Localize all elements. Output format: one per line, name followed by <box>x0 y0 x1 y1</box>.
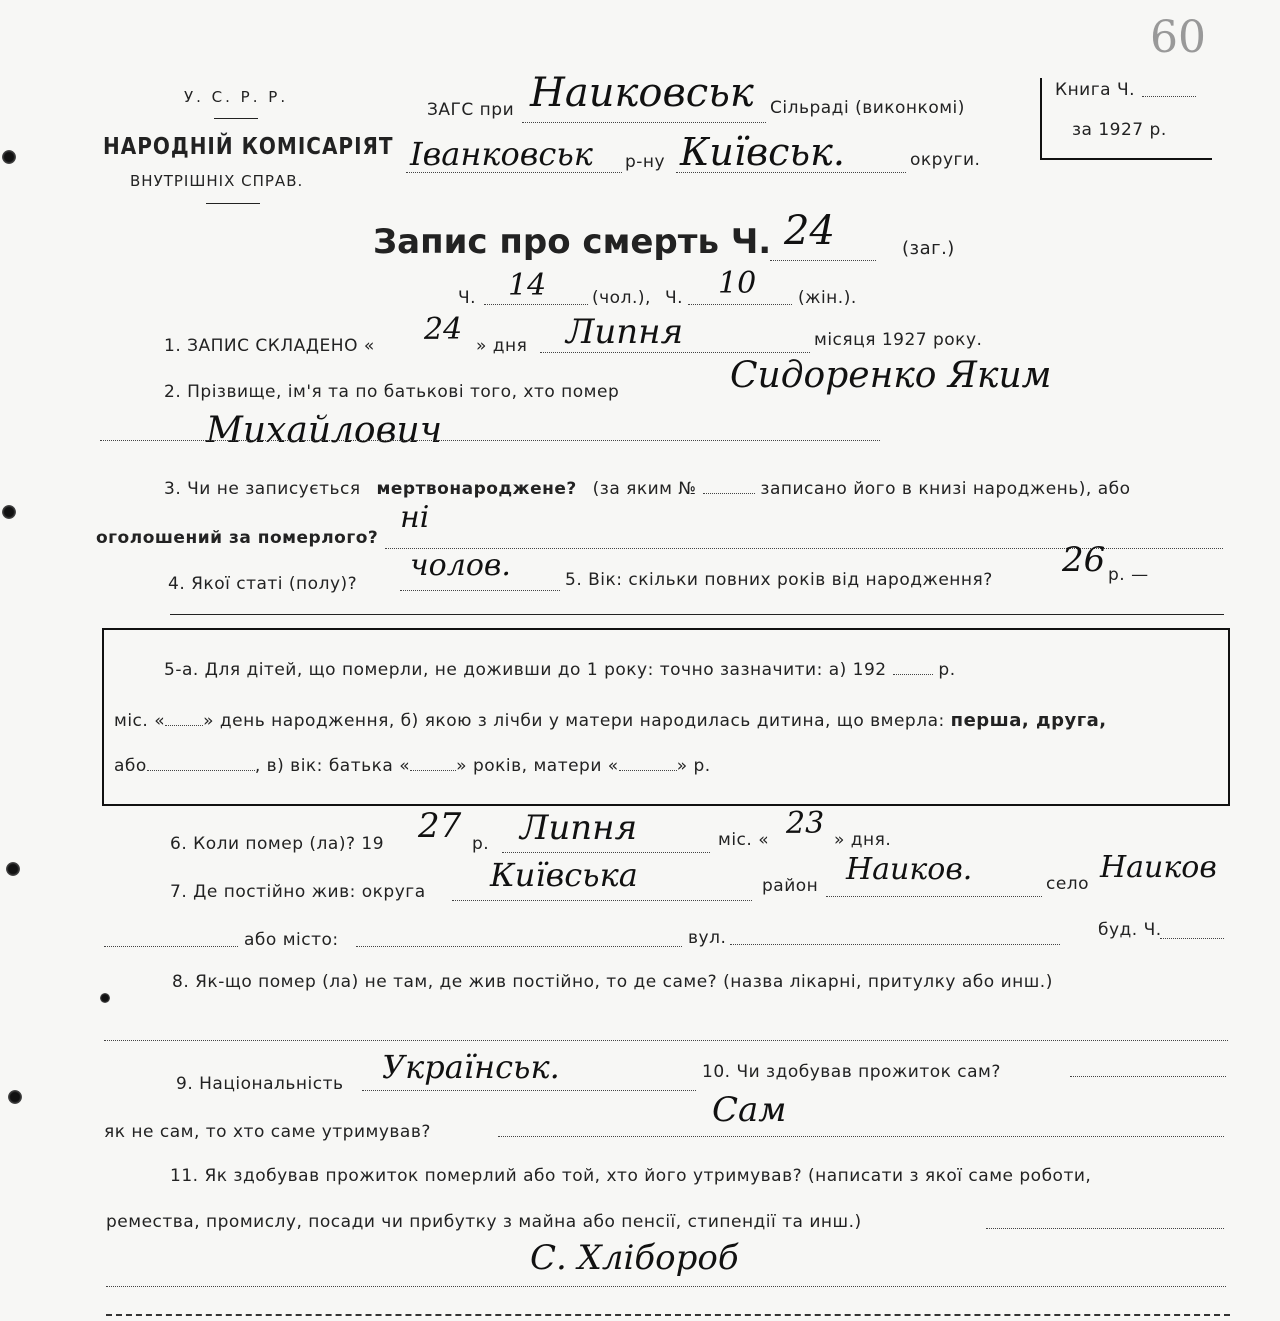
f10-label: 10. Чи здобував прожиток сам? <box>702 1062 1001 1082</box>
f10b-label: як не сам, то хто саме утримував? <box>104 1122 431 1142</box>
record-number: 24 <box>784 208 835 254</box>
f6-day: 23 <box>786 806 825 841</box>
punch-hole <box>8 1090 22 1104</box>
district-name: Іванковськ <box>410 135 593 173</box>
f7-selo: Наиков <box>1100 850 1217 885</box>
f1-label: 1. ЗАПИС СКЛАДЕНО « <box>164 336 375 356</box>
f7-raion: Наиков. <box>846 852 973 887</box>
zags-suffix: Сільраді (виконкомі) <box>770 98 965 118</box>
f5a-r: р. <box>938 660 956 680</box>
f7-raion-line <box>826 896 1042 897</box>
f9-line <box>362 1090 696 1091</box>
female-label: (жін.). <box>798 288 857 308</box>
female-count: 10 <box>718 266 757 301</box>
f3-answer: ні <box>400 500 430 535</box>
f5a-text1: 5-а. Для дітей, що померли, не доживши до 1 року: точно зазначити: а) 192 <box>164 660 887 680</box>
zags-line <box>522 122 766 123</box>
zags-prefix: ЗАГС при <box>427 100 515 120</box>
punch-hole <box>2 505 16 519</box>
top-rule <box>170 614 1224 615</box>
f2-label: 2. Прізвище, ім'я та по батькові того, хто помер <box>164 382 620 402</box>
f7-okruha-line <box>452 900 752 901</box>
f11-line2: ремества, промислу, посади чи прибутку з майна або пенсії, стипендії та инш.) <box>106 1212 862 1232</box>
f7-bud: буд. Ч. <box>1098 920 1162 940</box>
male-line <box>484 304 588 305</box>
f5a-text2: » день народження, б) якою з лічби у матери народилась дитина, що вмерла: <box>203 711 945 731</box>
book-label: Книга Ч. <box>1055 80 1136 100</box>
f4-label: 4. Якої статі (полу)? <box>168 574 358 594</box>
f7-raion-label: район <box>762 876 819 896</box>
f11-answer-line <box>106 1286 1226 1287</box>
f3-bold2: оголошений за померлого? <box>96 528 379 548</box>
f7-selo-label: село <box>1046 874 1090 894</box>
f1-month: Липня <box>566 312 684 352</box>
f7-bud-line <box>1160 938 1224 939</box>
f3-no-line <box>703 493 755 494</box>
f3-text: 3. Чи не записується <box>164 479 361 499</box>
f10-answer: Сам <box>712 1090 787 1130</box>
divider <box>214 118 258 119</box>
f2-patronymic: Михайлович <box>206 410 443 451</box>
f5a-abo-line <box>147 770 255 771</box>
ministry-subheading: ВНУТРІШНІХ СПРАВ. <box>130 172 304 190</box>
okruha-line <box>676 172 906 173</box>
f5a-year-line <box>893 674 933 675</box>
male-count: 14 <box>508 268 547 303</box>
male-ch: Ч. <box>458 288 477 308</box>
f4-age-unit: р. — <box>1108 565 1149 585</box>
f9-value: Українськ. <box>382 1048 560 1086</box>
punch-hole <box>2 150 16 164</box>
f11-answer: С. Хлібороб <box>530 1238 739 1278</box>
f10-line <box>1070 1076 1226 1077</box>
f1-month-line <box>540 352 810 353</box>
f2-name: Сидоренко Яким <box>730 355 1052 396</box>
book-box-bottom <box>1040 158 1212 160</box>
f3-text3: записано його в книзі народжень), або <box>760 479 1131 499</box>
f1-day: 24 <box>424 312 463 347</box>
f7-okruha: Київська <box>490 856 638 894</box>
f5a-mother: » років, матери « <box>456 756 619 776</box>
okruha-label: округи. <box>910 150 981 170</box>
f4-age: 26 <box>1062 540 1106 580</box>
f11-line1: 11. Як здобував прожиток померлий або той, хто його утримував? (написати з якої саме роботи, <box>170 1166 1092 1186</box>
f5a-order: перша, друга, <box>950 710 1107 731</box>
f5a-line2 <box>114 710 1107 731</box>
f3-line1 <box>164 479 1131 499</box>
f7-vul: вул. <box>688 928 727 948</box>
book-box <box>1040 78 1042 160</box>
zags-village: Наиковськ <box>530 70 754 116</box>
f5a-line1 <box>164 660 956 680</box>
f7-misto-line <box>356 946 682 947</box>
f6-dnia: » дня. <box>834 830 892 850</box>
book-year: за 1927 р. <box>1072 120 1167 140</box>
f5a-line3 <box>114 756 711 776</box>
f3-text2: (за яким № <box>592 479 697 499</box>
f1-end: місяця 1927 року. <box>814 330 983 350</box>
f6-month-line <box>502 852 710 853</box>
bottom-rule <box>106 1314 1230 1316</box>
f10b-line <box>498 1136 1224 1137</box>
f8-line <box>104 1040 1228 1041</box>
f5a-mis: міс. « <box>114 711 166 731</box>
ministry-heading: НАРОДНІЙ КОМІСАРІЯТ <box>103 132 394 160</box>
f4-age-label: 5. Вік: скільки повних років від народження? <box>565 570 993 590</box>
f1-mid: » дня <box>476 336 528 356</box>
f5a-mother-line <box>619 770 677 771</box>
f6-mis: міс. « <box>718 830 770 850</box>
record-zag: (заг.) <box>902 238 955 259</box>
male-label: (чол.), <box>592 288 651 308</box>
f5a-month-line <box>165 725 203 726</box>
f4-sex: чолов. <box>410 548 511 583</box>
f4-sex-line <box>400 590 560 591</box>
page-number: 60 <box>1150 12 1206 63</box>
f6-r: р. <box>472 834 490 854</box>
f2-line <box>100 440 880 441</box>
f6-label: 6. Коли помер (ла)? 19 <box>170 834 385 854</box>
book-line <box>1142 96 1196 97</box>
f11-line2-rule <box>986 1228 1224 1229</box>
district-label: р-ну <box>625 152 666 172</box>
record-number-line <box>770 260 876 261</box>
okruha-name: Київськ. <box>680 130 845 174</box>
f3-bold1: мертвонароджене? <box>376 479 577 499</box>
f7-misto: або місто: <box>244 930 339 950</box>
f5a-abo: або <box>114 756 147 776</box>
f8-label: 8. Як-що помер (ла) не там, де жив постійно, то де саме? (назва лікарні, притулку або инш.) <box>172 972 1053 992</box>
district-line <box>406 172 622 173</box>
f6-month: Липня <box>520 808 638 848</box>
f7-label: 7. Де постійно жив: округа <box>170 882 426 902</box>
usrr-heading: У. С. Р. Р. <box>184 88 289 106</box>
punch-hole <box>6 862 20 876</box>
f5a-r2: » р. <box>676 756 711 776</box>
record-title: Запис про смерть Ч. <box>373 222 772 262</box>
f5a-age: , в) вік: батька « <box>254 756 411 776</box>
female-line <box>688 304 792 305</box>
f7-vul-line <box>730 944 1060 945</box>
punch-hole <box>100 993 110 1003</box>
f6-year: 27 <box>418 806 462 846</box>
f5a-father-line <box>410 770 456 771</box>
female-ch: Ч. <box>665 288 684 308</box>
divider <box>206 203 260 204</box>
f9-label: 9. Національність <box>176 1074 344 1094</box>
f7-line-a <box>104 946 238 947</box>
